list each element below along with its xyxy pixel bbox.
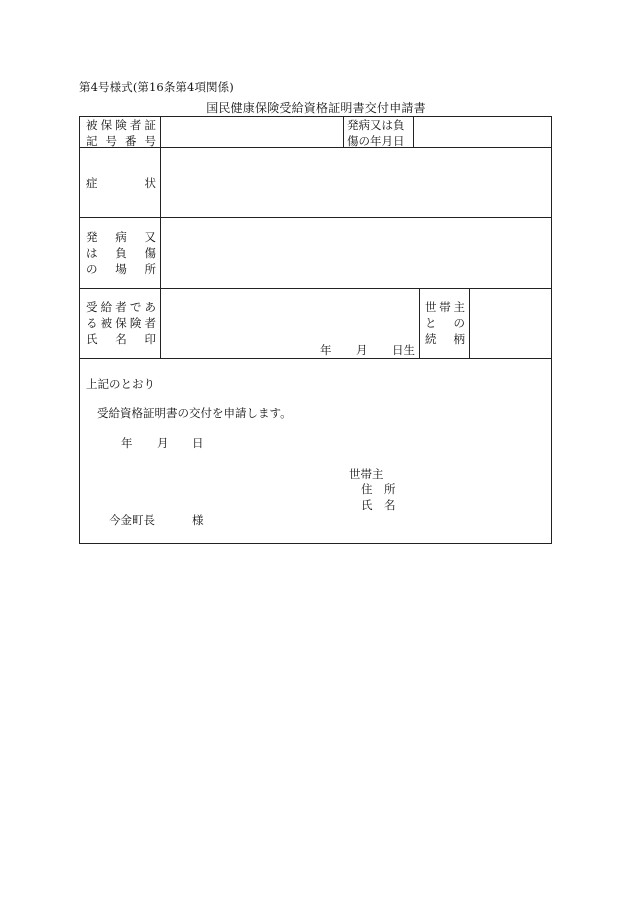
address-label: 住 所	[361, 482, 396, 496]
statement-intro: 上記のとおり	[86, 377, 155, 391]
onset-date-label: 発病又は負 傷の年月日	[347, 118, 405, 148]
application-form	[79, 116, 552, 544]
recipient-name-label: 受 給 者 で あ る 被 保 険 者 氏 名 印	[86, 300, 156, 346]
insured-card-number-label: 被 保 険 者 証 記 号 番 号	[86, 118, 156, 148]
statement-request: 受給資格証明書の交付を申請します。	[97, 406, 292, 420]
column-divider	[343, 117, 344, 147]
date-year-label: 年	[121, 436, 133, 450]
birth-year-label: 年	[320, 343, 332, 357]
date-day-label: 日	[192, 436, 204, 450]
onset-date-field[interactable]	[414, 117, 551, 147]
relation-field[interactable]	[470, 289, 551, 358]
row-divider	[80, 358, 551, 359]
form-code: 第4号様式(第16条第4項関係)	[79, 80, 234, 94]
onset-place-field[interactable]	[161, 218, 551, 288]
column-divider	[419, 288, 420, 358]
birth-day-label: 日生	[392, 343, 415, 357]
symptoms-label: 症 状	[86, 176, 156, 190]
onset-place-label: 発 病 又 は 負 傷 の 場 所	[86, 230, 156, 276]
relation-label: 世 帯 主 と の 続 柄	[425, 300, 465, 346]
symptoms-field[interactable]	[161, 148, 551, 217]
householder-label: 世帯主	[349, 467, 384, 481]
addressee: 今金町長	[109, 513, 155, 527]
insured-card-number-field[interactable]	[161, 117, 343, 147]
name-label: 氏 名	[361, 498, 396, 512]
birth-month-label: 月	[356, 343, 368, 357]
recipient-name-field[interactable]	[161, 289, 419, 339]
date-month-label: 月	[157, 436, 169, 450]
document-title: 国民健康保険受給資格証明書交付申請書	[206, 101, 426, 115]
honorific: 様	[192, 513, 204, 527]
